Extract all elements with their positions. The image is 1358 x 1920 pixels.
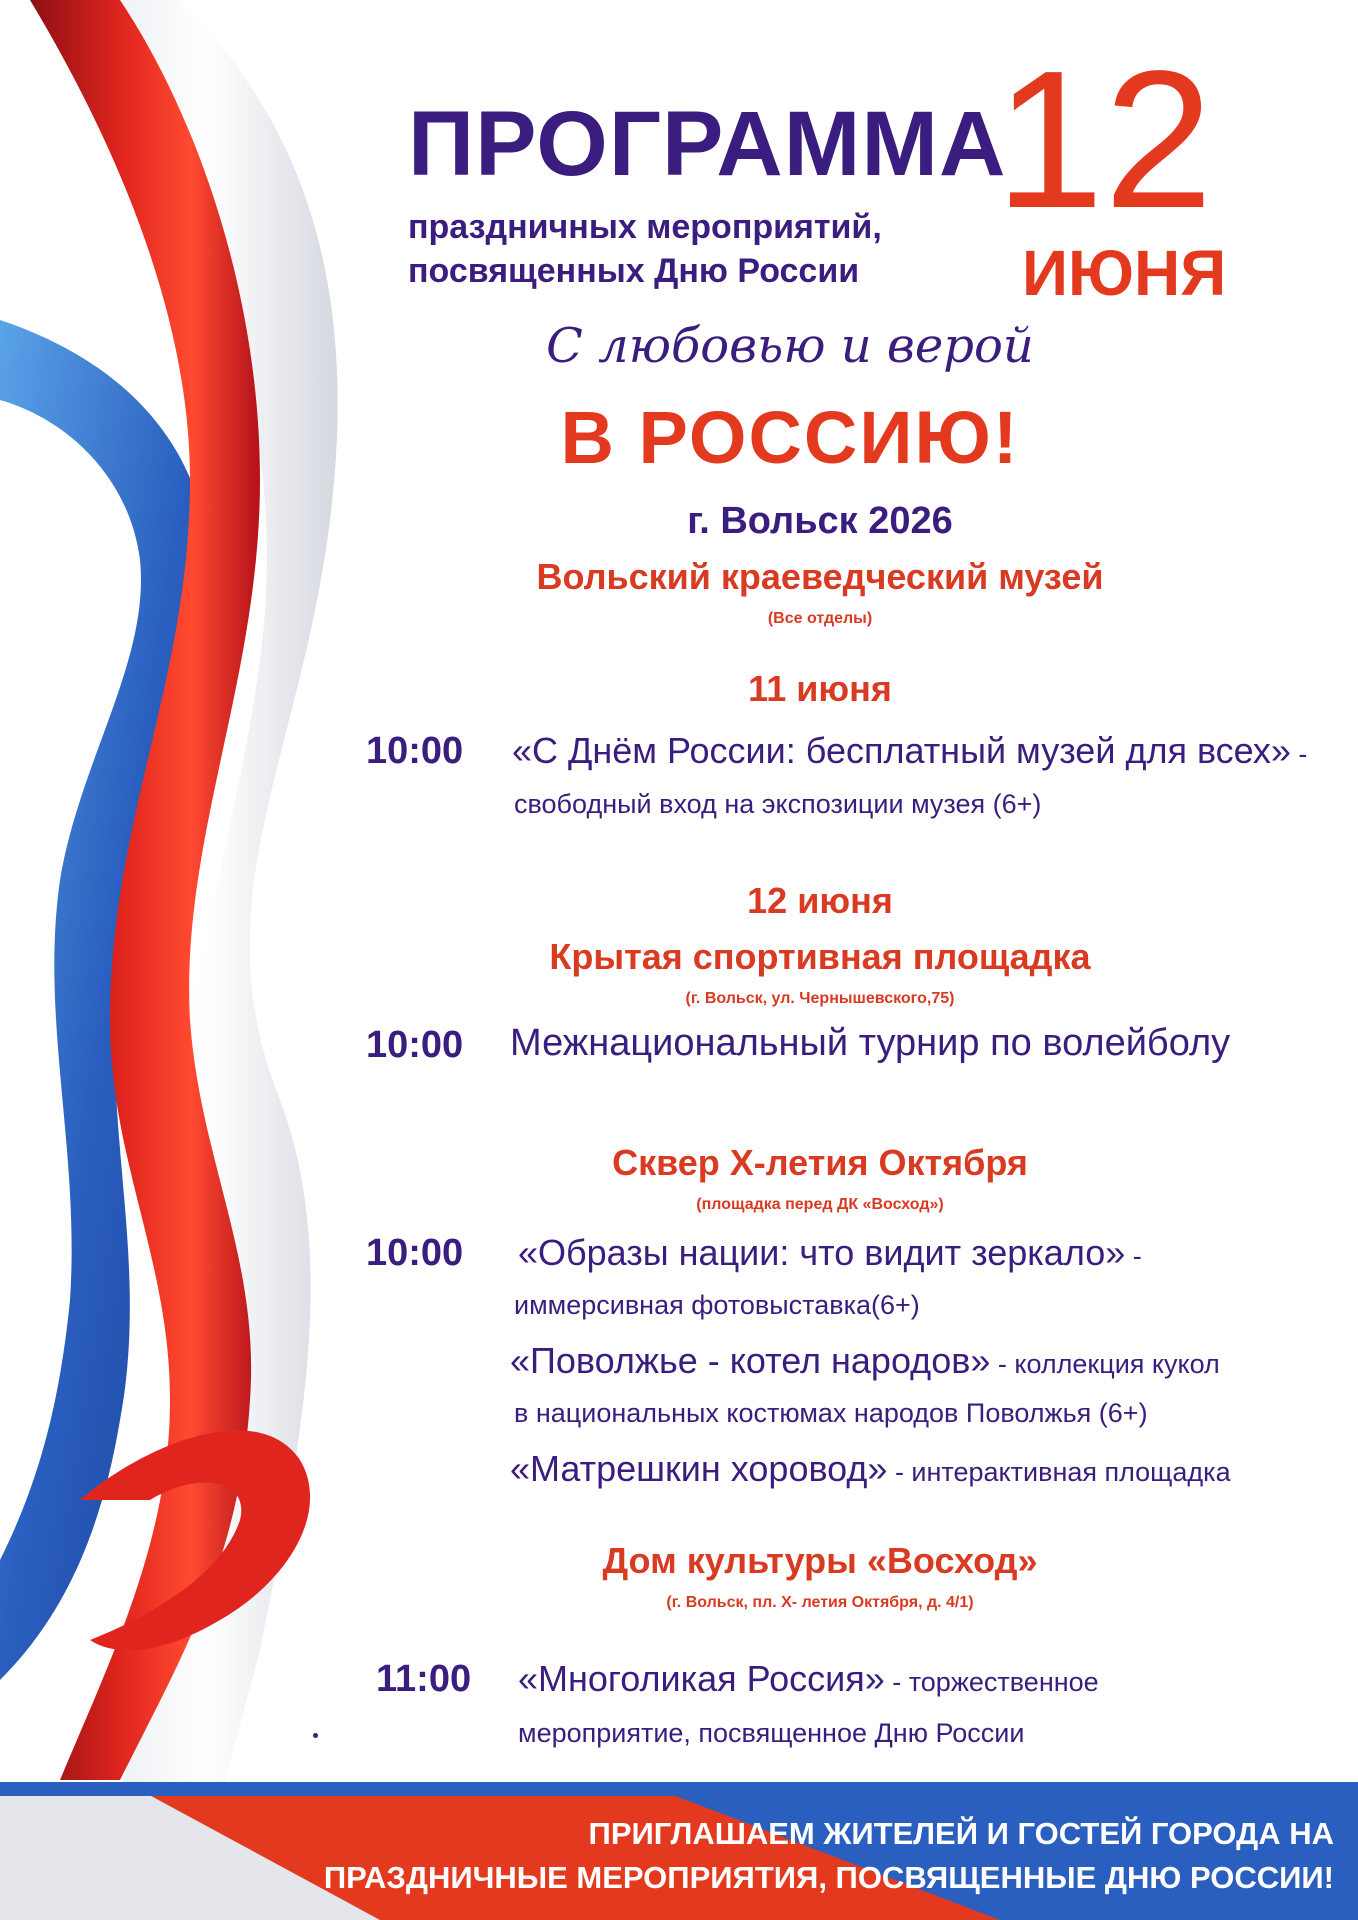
date-day: 12: [995, 30, 1214, 249]
square-event-1: [518, 1232, 1142, 1274]
date-11-june: 11 июня: [748, 668, 892, 709]
culture-venue-note: (г. Вольск, пл. Х- летия Октября, д. 4/1): [666, 1594, 974, 1611]
culture-event-title: «Многоликая Россия»: [518, 1658, 885, 1699]
square-event-1-desc: иммерсивная фотовыставка(6+): [514, 1290, 920, 1320]
square-event-2-title: «Поволжье - котел народов»: [510, 1340, 991, 1381]
square-event-2: [510, 1340, 1220, 1382]
square-event-1-title: «Образы нации: что видит зеркало»: [518, 1232, 1126, 1273]
culture-event-desc-2: мероприятие, посвященное Дню России: [518, 1718, 1025, 1748]
museum-event-title-text: «С Днём России: бесплатный музей для всех»: [512, 730, 1291, 771]
sport-venue: Крытая спортивная площадка: [549, 936, 1091, 977]
square-venue-note: (площадка перед ДК «Восход»): [696, 1196, 944, 1213]
subtitle-line-2: посвященных Дню России: [408, 252, 860, 290]
museum-venue: Вольский краеведческий музей: [536, 556, 1104, 597]
museum-event-desc: свободный вход на экспозиции музея (6+): [514, 789, 1042, 819]
square-event-1-dash: -: [1125, 1241, 1142, 1271]
museum-venue-note: (Все отделы): [767, 610, 873, 627]
museum-event-time: 10:00: [366, 730, 464, 772]
square-event-3-title: «Матрешкин хоровод»: [510, 1448, 888, 1489]
slogan-line-1: С любовью и верой: [546, 318, 1034, 374]
footer-line-1: ПРИГЛАШАЕМ ЖИТЕЛЕЙ И ГОСТЕЙ ГОРОДА НА: [588, 1816, 1334, 1851]
museum-event-title: [512, 730, 1307, 772]
tricolor-ribbon-decoration: [0, 0, 420, 1800]
square-venue: Сквер Х-летия Октября: [612, 1142, 1028, 1183]
city-year: г. Вольск 2026: [687, 500, 953, 542]
square-event-2-desc-2: в национальных костюмах народов Поволжья (6+): [514, 1398, 1148, 1428]
square-event-3: [510, 1448, 1231, 1490]
sport-venue-note: (г. Вольск, ул. Чернышевского,75): [685, 990, 955, 1007]
subtitle-line-1: праздничных мероприятий,: [408, 208, 882, 246]
square-event-2-desc: - коллекция кукол: [990, 1349, 1220, 1379]
culture-event-time: 11:00: [376, 1658, 472, 1700]
culture-event-desc: - торжественное: [884, 1667, 1099, 1697]
sport-event-time: 10:00: [366, 1024, 464, 1066]
program-title: ПРОГРАММА: [408, 93, 1007, 195]
footer-invitation: [324, 1812, 1334, 1900]
culture-event: [518, 1658, 1099, 1700]
slogan-line-2: В РОССИЮ!: [560, 396, 1020, 479]
museum-event-dash: -: [1290, 739, 1308, 769]
date-month: ИЮНЯ: [1022, 237, 1227, 309]
footer-line-2: ПРАЗДНИЧНЫЕ МЕРОПРИЯТИЯ, ПОСВЯЩЕННЫЕ ДНЮ РОССИИ!: [323, 1860, 1334, 1895]
culture-venue: Дом культуры «Восход»: [602, 1540, 1038, 1581]
square-event-3-desc: - интерактивная площадка: [887, 1457, 1231, 1487]
program-subtitle: [408, 205, 882, 293]
date-12-june: 12 июня: [747, 880, 893, 921]
sport-event-title: Межнациональный турнир по волейболу: [510, 1022, 1231, 1064]
decorative-dot: [313, 1733, 318, 1738]
square-event-time: 10:00: [366, 1232, 464, 1274]
